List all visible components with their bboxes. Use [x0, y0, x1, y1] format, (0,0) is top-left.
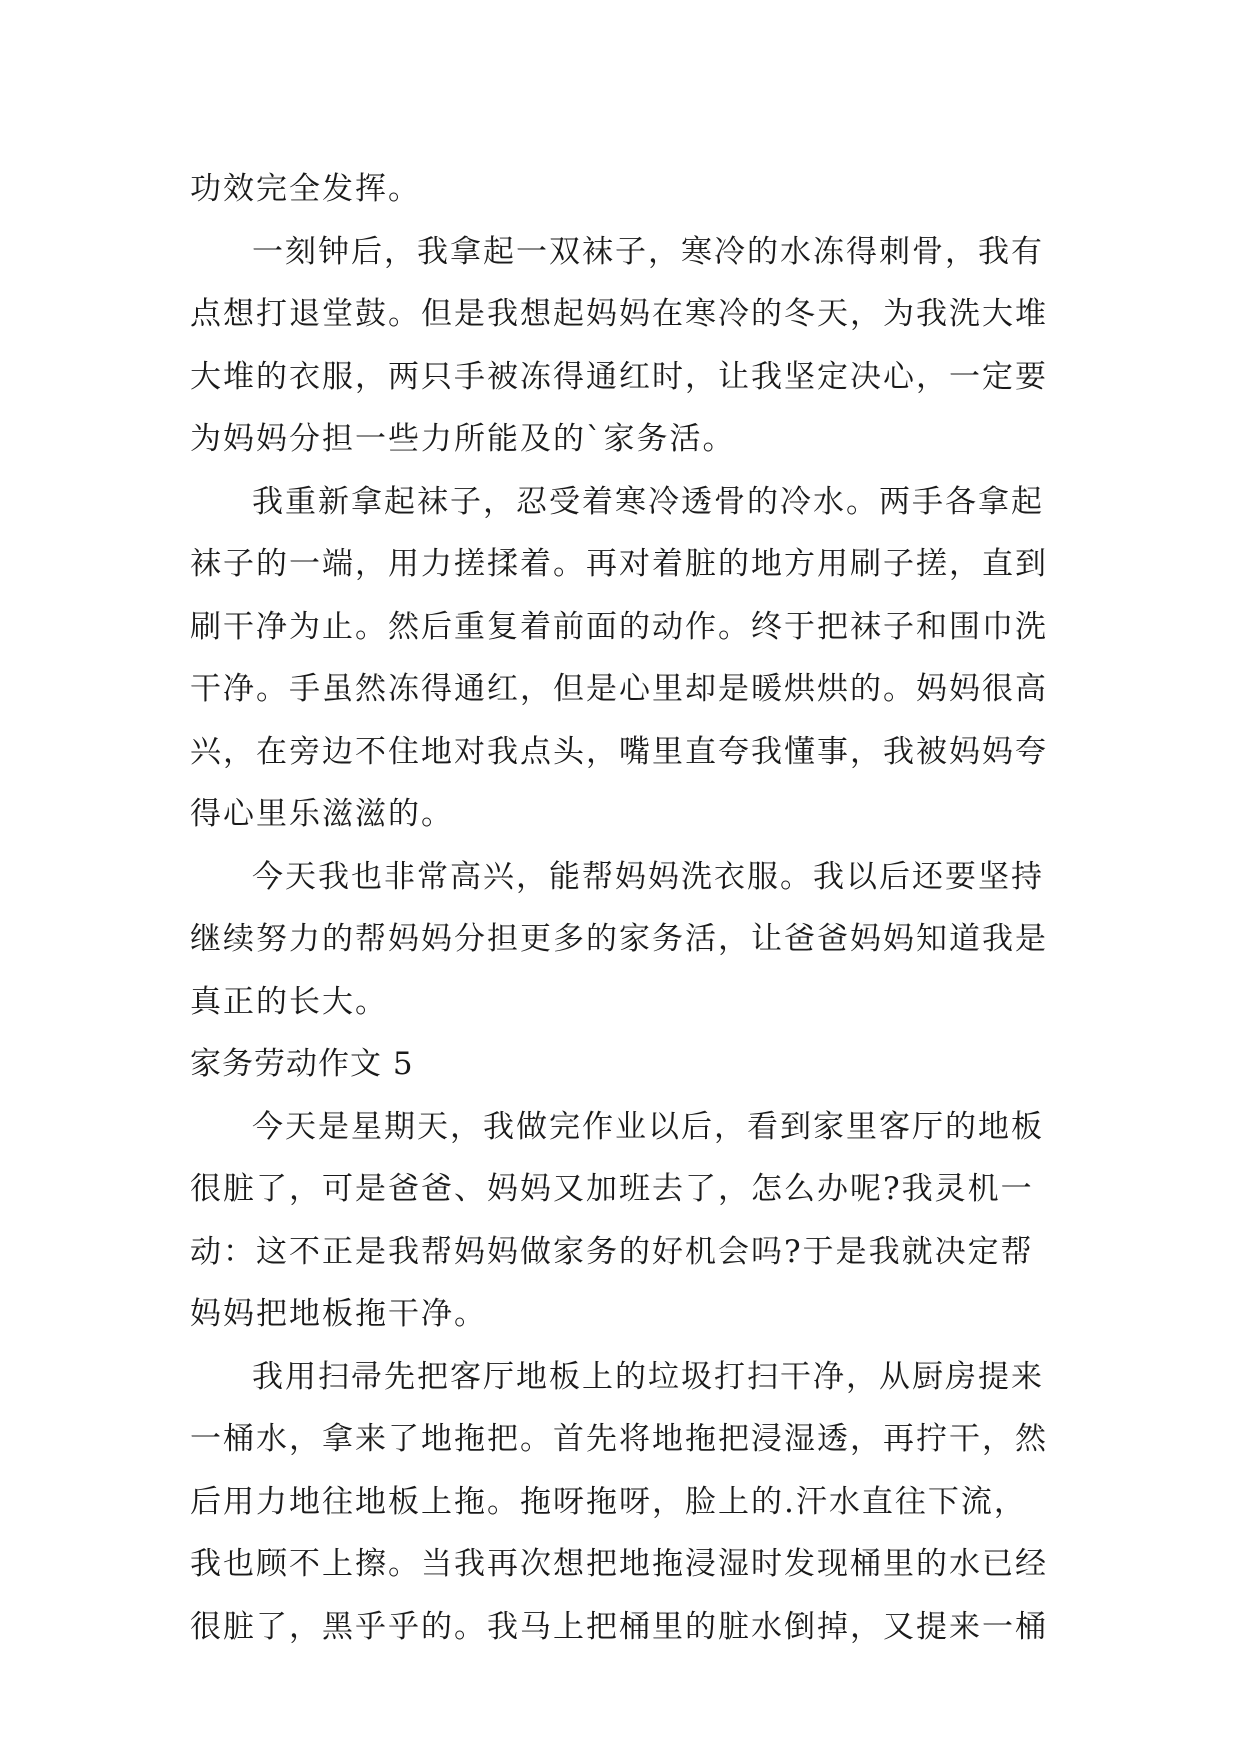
text-line: 得心里乐滋滋的。	[190, 796, 454, 832]
text-line: 刷干净为止。然后重复着前面的动作。终于把袜子和围巾洗	[190, 608, 1048, 645]
text-line: 点想打退堂鼓。但是我想起妈妈在寒冷的冬天，为我洗大堆	[190, 296, 1048, 332]
document-body	[190, 158, 1060, 1658]
text-line: 一刻钟后，我拿起一双袜子，寒冷的水冻得刺骨，我有	[252, 233, 1044, 270]
text-line: 我也顾不上擦。当我再次想把地拖浸湿时发现桶里的水已经	[190, 1546, 1048, 1582]
text-line: 我用扫帚先把客厅地板上的垃圾打扫干净，从厨房提来	[252, 1358, 1044, 1395]
text-line: 兴，在旁边不住地对我点头，嘴里直夸我懂事，我被妈妈夸	[190, 733, 1048, 770]
text-line: 真正的长大。	[190, 983, 388, 1020]
text-line: 袜子的一端，用力搓揉着。再对着脏的地方用刷子搓，直到	[190, 546, 1048, 582]
text-line: 我重新拿起袜子，忍受着寒冷透骨的冷水。两手各拿起	[252, 483, 1044, 520]
text-line: 妈妈把地板拖干净。	[190, 1296, 487, 1332]
text-line: 功效完全发挥。	[190, 171, 421, 207]
text-line: 一桶水，拿来了地拖把。首先将地拖把浸湿透，再拧干，然	[190, 1421, 1048, 1457]
text-line: 今天是星期天，我做完作业以后，看到家里客厅的地板	[252, 1108, 1044, 1145]
text-line: 干净。手虽然冻得通红，但是心里却是暖烘烘的。妈妈很高	[190, 671, 1048, 707]
text-line: 大堆的衣服，两只手被冻得通红时，让我坚定决心，一定要	[190, 358, 1048, 395]
text-line: 继续努力的帮妈妈分担更多的家务活，让爸爸妈妈知道我是	[190, 921, 1048, 957]
text-line: 为妈妈分担一些力所能及的`家务活。	[190, 421, 736, 457]
text-line: 很脏了，黑乎乎的。我马上把桶里的脏水倒掉，又提来一桶	[190, 1608, 1048, 1645]
text-line: 后用力地往地板上拖。拖呀拖呀，脸上的.汗水直往下流，	[190, 1483, 1027, 1520]
text-line: 今天我也非常高兴，能帮妈妈洗衣服。我以后还要坚持	[252, 858, 1044, 895]
section-heading: 家务劳动作文 5	[190, 1046, 414, 1082]
text-line: 动：这不正是我帮妈妈做家务的好机会吗?于是我就决定帮	[190, 1233, 1034, 1270]
text-line: 很脏了，可是爸爸、妈妈又加班去了，怎么办呢?我灵机一	[190, 1171, 1034, 1207]
